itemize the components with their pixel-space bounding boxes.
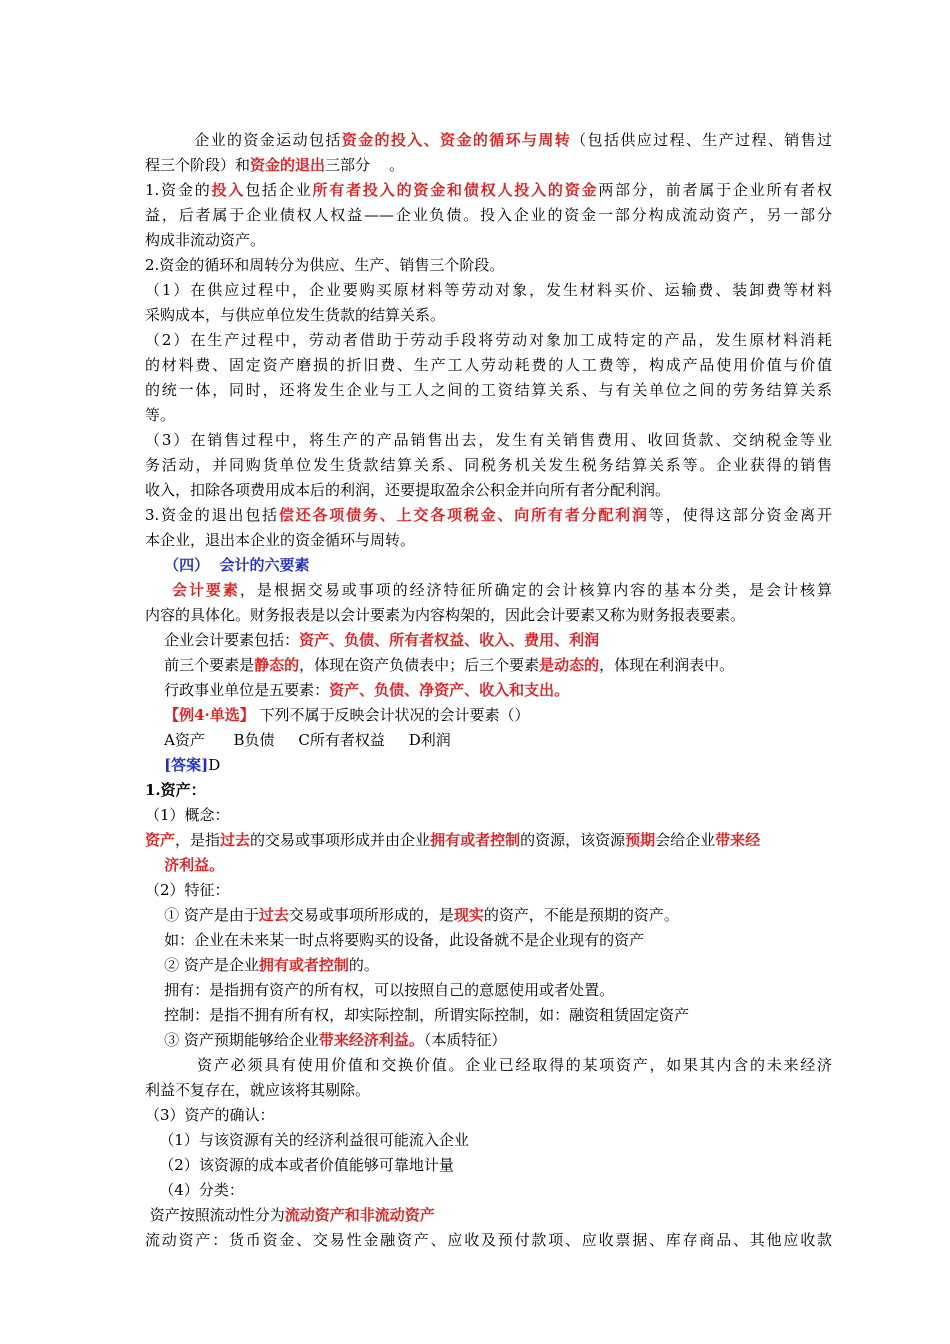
text-span: 2.资金的循环和周转分为供应、生产、销售三个阶段。 <box>145 256 505 274</box>
highlight-text: 偿还各项债务、上交各项税金、向所有者分配利润 <box>278 506 649 524</box>
text-span: 下列不属于反映会计状况的会计要素（） <box>254 706 530 724</box>
text-span <box>145 856 164 874</box>
text-line <box>145 530 415 550</box>
text-span: （2）在生产过程中，劳动者借助于劳动手段将劳动对象加工成特定的产品，发生原材料消耗 <box>145 331 832 349</box>
text-line <box>145 705 530 725</box>
text-span: （1）概念： <box>145 806 230 824</box>
text-line <box>145 1030 506 1050</box>
text-span: ② 资产是企业 <box>145 956 259 974</box>
text-span: 交易或事项所形成的，是 <box>288 906 454 924</box>
text-span: 内容的具体化。财务报表是以会计要素为内容构架的，因此会计要素又称为财务报表要素。 <box>145 606 746 624</box>
text-span: （1）在供应过程中，企业要购买原材料等劳动对象，发生材料买价、运输费、装卸费等材料 <box>145 281 832 299</box>
text-span <box>145 556 164 574</box>
text-line <box>145 405 175 425</box>
text-span: ，是根据交易或事项的经济特征所确定的会计核算内容的基本分类，是会计核算 <box>239 581 832 599</box>
highlight-text: 流动资产和非流动资产 <box>284 1206 435 1224</box>
text-line <box>145 255 504 275</box>
text-line <box>145 830 760 850</box>
highlight-text: 资金的投入、资金的循环与周转 <box>341 131 572 149</box>
text-line <box>145 180 832 200</box>
text-line <box>145 1105 275 1125</box>
heading-text: （四） 会计的六要素 <box>164 556 310 574</box>
text-line <box>145 905 679 925</box>
text-span: 的交易或事项形成并由企业 <box>250 831 431 849</box>
text-line <box>145 430 832 450</box>
text-line <box>145 505 832 525</box>
text-line <box>145 655 734 675</box>
text-span: ，体现在利润表中。 <box>599 656 735 674</box>
text-line <box>145 855 224 875</box>
highlight-text: 预期 <box>625 831 656 849</box>
text-span: 拥有：是指拥有资产的所有权，可以按照自己的意愿使用或者处置。 <box>145 981 615 999</box>
highlight-text: 投入 <box>211 181 246 199</box>
highlight-text: 拥有或者控制 <box>430 831 521 849</box>
highlight-text: 资产、负债、所有者权益、收入、费用、利润 <box>299 631 600 649</box>
text-span: （4）分类： <box>145 1181 244 1199</box>
highlight-text: 过去 <box>220 831 251 849</box>
text-span: 前三个要素是 <box>145 656 255 674</box>
text-span: 的材料费、固定资产磨损的折旧费、生产工人劳动耗费的人工费等，构成产品使用价值与价值 <box>145 356 832 374</box>
text-line <box>145 155 404 175</box>
text-span: 务活动，并同购货单位发生货款结算关系、同税务机关发生税务结算关系等。企业获得的销售 <box>145 456 832 474</box>
text-span: 程三个阶段）和 <box>145 156 251 174</box>
text-span: D <box>208 756 221 774</box>
text-line <box>145 580 832 600</box>
text-span <box>145 706 164 724</box>
text-span: 企业会计要素包括： <box>145 631 300 649</box>
text-line <box>145 230 265 250</box>
highlight-text: 会计要素 <box>171 581 240 599</box>
highlight-text: 所有者投入的资金和债权人投入的资金 <box>312 181 599 199</box>
text-span: 三部分 。 <box>325 156 405 174</box>
text-line <box>145 130 832 150</box>
highlight-text: 【例4·单选】 <box>164 706 255 724</box>
text-line <box>145 880 230 900</box>
text-span: ，体现在资产负债表中；后三个要素 <box>299 656 540 674</box>
text-span: 等。 <box>145 406 176 424</box>
highlight-text: 带来经济利益。 <box>318 1031 424 1049</box>
text-line <box>145 930 644 950</box>
text-span: 控制：是指不拥有所有权，却实际控制，所谓实际控制，如：融资租赁固定资产 <box>145 1006 690 1024</box>
text-line <box>145 355 832 375</box>
text-span: 资产必须具有使用价值和交换价值。企业已经取得的某项资产，如果其内含的未来经济 <box>145 1056 832 1074</box>
text-span: （本质特征） <box>423 1031 507 1049</box>
text-line <box>145 755 220 775</box>
text-line <box>145 1130 469 1150</box>
text-span: 企业的资金运动包括 <box>145 131 342 149</box>
text-span: 本企业，退出本企业的资金循环与周转。 <box>145 531 416 549</box>
text-line <box>145 280 832 300</box>
text-span: 流动资产：货币资金、交易性金融资产、应收及预付款项、应收票据、库存商品、其他应收款 <box>145 1231 832 1249</box>
text-line <box>145 605 745 625</box>
text-line <box>145 1155 454 1175</box>
text-line <box>145 205 832 225</box>
text-line <box>145 805 230 825</box>
text-line <box>145 630 599 650</box>
highlight-text: 是动态的 <box>539 656 600 674</box>
highlight-text: 现实 <box>453 906 484 924</box>
highlight-text: 资产 <box>145 831 176 849</box>
text-span: 利益不复存在，就应该将其剔除。 <box>145 1081 371 1099</box>
highlight-text: 过去 <box>258 906 289 924</box>
text-line <box>145 330 832 350</box>
text-line <box>145 480 670 500</box>
text-span: 3.资金的退出包括 <box>145 506 279 524</box>
text-span: 的资源，该资源 <box>520 831 626 849</box>
text-span: 的。 <box>348 956 379 974</box>
text-span: （2）特征： <box>145 881 230 899</box>
text-span: 两部分，前者属于企业所有者权 <box>598 181 832 199</box>
text-span: 的统一体，同时，还将发生企业与工人之间的工资结算关系、与有关单位之间的劳务结算关系 <box>145 381 832 399</box>
text-span: 行政事业单位是五要素： <box>145 681 330 699</box>
text-span: （1）与该资源有关的经济利益很可能流入企业 <box>145 1131 469 1149</box>
text-span: （3）资产的确认： <box>145 1106 275 1124</box>
text-line <box>145 955 379 975</box>
highlight-text: 济利益。 <box>164 856 225 874</box>
text-span: A资产 B负债 C所有者权益 D利润 <box>145 731 451 749</box>
text-line <box>145 680 569 700</box>
text-line <box>145 1205 435 1225</box>
text-span: 包括企业 <box>245 181 313 199</box>
text-span: ① 资产是由于 <box>145 906 259 924</box>
text-span: 收入，扣除各项费用成本后的利润，还要提取盈余公积金并向所有者分配利润。 <box>145 481 671 499</box>
text-line <box>145 1230 832 1250</box>
text-line <box>145 555 310 575</box>
text-line <box>145 305 445 325</box>
text-span <box>145 581 172 599</box>
text-span: 会给企业 <box>655 831 716 849</box>
text-line <box>145 380 832 400</box>
text-span: 资产按照流动性分为 <box>145 1206 285 1224</box>
text-line <box>145 1180 244 1200</box>
highlight-text: 静态的 <box>254 656 300 674</box>
highlight-text: 资产、负债、净资产、收入和支出。 <box>329 681 570 699</box>
text-line <box>145 980 614 1000</box>
text-line <box>145 730 451 750</box>
text-span: 的资产，不能是预期的资产。 <box>483 906 679 924</box>
text-span: （2）该资源的成本或者价值能够可靠地计量 <box>145 1156 454 1174</box>
text-line <box>145 1005 689 1025</box>
text-span: 1.资产： <box>145 781 206 799</box>
text-line <box>145 1080 370 1100</box>
text-span: （包括供应过程、生产过程、销售过 <box>571 131 832 149</box>
text-span: 如：企业在未来某一时点将要购买的设备，此设备就不是企业现有的资产 <box>145 931 645 949</box>
text-line <box>145 780 206 800</box>
text-span: 构成非流动资产。 <box>145 231 266 249</box>
text-span: ，是指 <box>175 831 221 849</box>
text-span <box>145 756 164 774</box>
highlight-text: 拥有或者控制 <box>258 956 349 974</box>
text-line <box>145 455 832 475</box>
text-span: 益，后者属于企业债权人权益——企业负债。投入企业的资金一部分构成流动资产，另一部分 <box>145 206 832 224</box>
highlight-text: 资金的退出 <box>250 156 326 174</box>
text-line <box>145 1055 832 1075</box>
text-span: 等，使得这部分资金离开 <box>648 506 832 524</box>
text-span: 1.资金的 <box>145 181 212 199</box>
text-span: （3）在销售过程中，将生产的产品销售出去，发生有关销售费用、收回货款、交纳税金等业 <box>145 431 832 449</box>
text-span: 采购成本，与供应单位发生货款的结算关系。 <box>145 306 446 324</box>
heading-text: [答案] <box>164 756 209 774</box>
highlight-text: 带来经 <box>715 831 761 849</box>
text-span: ③ 资产预期能够给企业 <box>145 1031 319 1049</box>
